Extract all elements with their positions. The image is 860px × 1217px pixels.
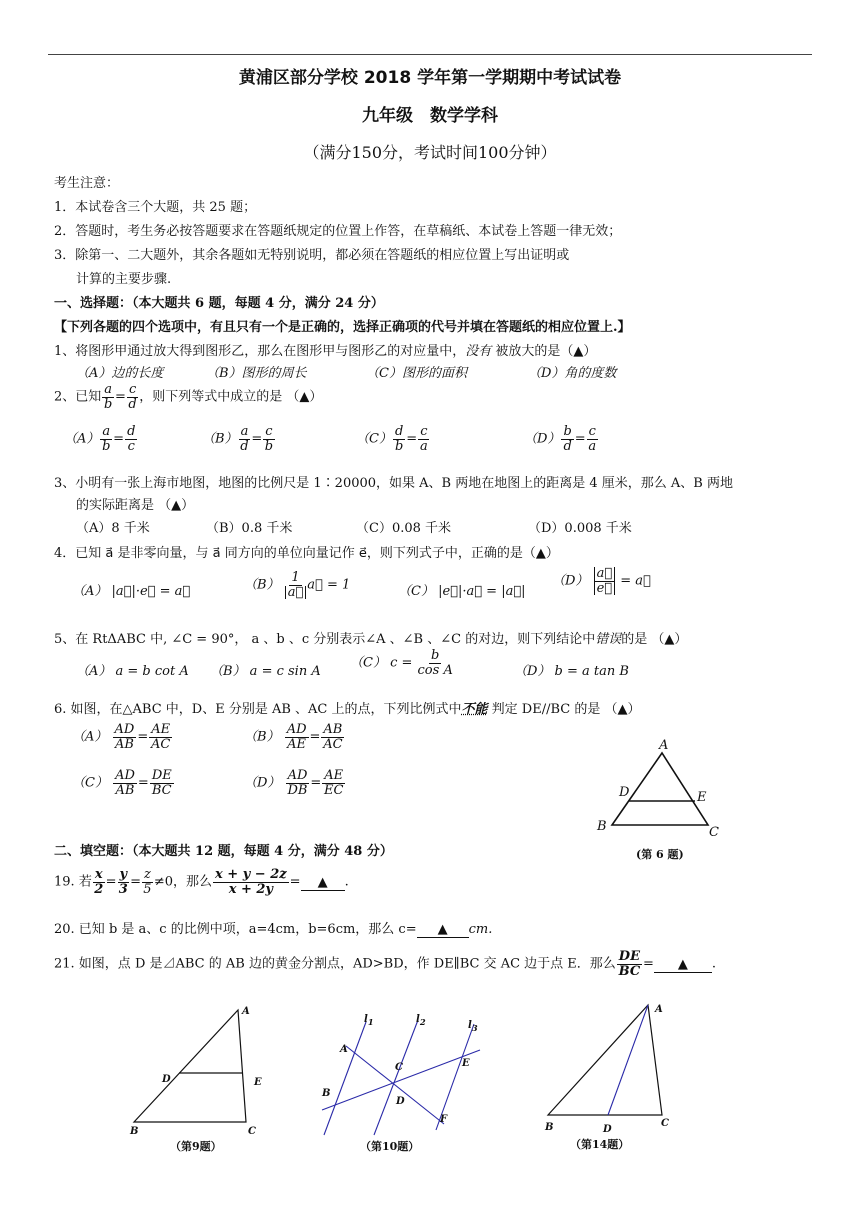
fig6-label-a: A <box>659 738 669 753</box>
fig14-label-b: B <box>545 1122 554 1133</box>
fig10-label-l1: $l_1$ <box>364 1014 374 1027</box>
q2-stem: 2、已知 $\frac{a}{b}$ = $\frac{c}{d}$ ，则下列等式中成立的是 （▲） <box>54 382 323 412</box>
q1-option-a: （A）边的长度 <box>76 366 164 381</box>
exam-title: 黄浦区部分学校 2018 学年第一学期期中考试试卷 <box>238 68 622 88</box>
fig10-label-l2: $l_2$ <box>416 1014 426 1027</box>
fig10-label-d: D <box>396 1096 405 1107</box>
fig9-label-c: C <box>248 1126 256 1137</box>
fig10-line-l2 <box>374 1020 418 1135</box>
q1-option-d: （D）角的度数 <box>528 366 617 381</box>
fig6-caption: (第 6 题) <box>636 848 684 861</box>
notice-item-1: 1．本试卷含三个大题，共 25 题； <box>54 200 257 215</box>
fig9-label-e: E <box>254 1077 262 1088</box>
q4-stem: 4．已知 a⃗ 是非零向量，与 a⃗ 同方向的单位向量记作 e⃗，则下列式子中，正确的是（▲） <box>54 546 559 561</box>
exam-subtitle: 九年级 数学学科 <box>362 106 498 126</box>
q3-stem-line1: 3、小明有一张上海市地图，地图的比例尺是 1∶20000，如果 A、B 两地在地图上的距离是 4 厘米，那么 A、B 两地 <box>54 476 733 491</box>
fig10-caption: （第10题） <box>360 1140 420 1153</box>
q5-stem: 5、在 RtΔABC 中, ∠C = 90°， a 、b 、c 分别表示∠A 、∠B 、∠C 的对边，则下列结论中错误的是 （▲） <box>54 632 688 647</box>
q6-option-c: （C） $\frac{AD}{AB}$ = $\frac{DE}{BC}$ <box>72 768 172 798</box>
q4-option-c: （C） |e⃗|·a⃗ = |a⃗| <box>398 584 526 599</box>
q2-option-b: （B） $\frac{a}{d}$ = $\frac{c}{b}$ <box>202 424 274 454</box>
fig10-label-l3: $l_3$ <box>468 1020 478 1033</box>
q2-option-c: （C） $\frac{d}{b}$ = $\frac{c}{a}$ <box>356 424 428 454</box>
fig6-label-e: E <box>697 790 707 805</box>
q4-option-d: （D） $\frac{a⃗}{e⃗}$ = a⃗ <box>552 566 651 596</box>
q1-stem: 1、将图形甲通过放大得到图形乙，那么在图形甲与图形乙的对应量中，没有 被放大的是（▲） <box>54 344 597 359</box>
q4-option-a: （A） |a⃗|·e⃗ = a⃗ <box>72 584 191 599</box>
q5-option-d: （D） b = a tan B <box>514 664 629 679</box>
q4-option-b: （B） $\frac{1}{a⃗}$ a⃗ = 1 <box>244 570 351 600</box>
q2-option-d: （D） $\frac{b}{d}$ = $\frac{c}{a}$ <box>524 424 597 454</box>
q1-option-b: （B）图形的周长 <box>206 366 307 381</box>
notice-item-2: 2．答题时，考生务必按答题要求在答题纸规定的位置上作答，在草稿纸、本试卷上答题一律无效； <box>54 224 622 239</box>
fig14-label-c: C <box>661 1118 669 1129</box>
q3-stem-line2: 的实际距离是 （▲） <box>76 498 195 513</box>
fig14-label-a: A <box>655 1004 663 1015</box>
fig9-caption: （第9题） <box>170 1140 222 1153</box>
section1-instruction: 【下列各题的四个选项中，有且只有一个是正确的，选择正确项的代号并填在答题纸的相应位置上.】 <box>54 320 631 335</box>
fig14-segment-ad <box>608 1005 648 1115</box>
fig9-triangle <box>134 1010 246 1122</box>
q20: 20. 已知 b 是 a、c 的比例中项，a=4cm，b=6cm，那么 c= ▲ cm. <box>54 922 493 937</box>
fig6-label-d: D <box>619 785 630 800</box>
q6-option-b: （B） $\frac{AD}{AE}$ = $\frac{AB}{AC}$ <box>244 722 343 752</box>
q5-option-a: （A） a = b cot A <box>76 664 189 679</box>
fig9-label-d: D <box>162 1074 171 1085</box>
notice-item-3-cont: 计算的主要步骤. <box>76 272 172 287</box>
q5-option-c: （C） c = $\frac{b}{\text{cos A}}$ <box>350 648 453 678</box>
fig14-caption: （第14题） <box>570 1138 630 1151</box>
fig10-label-f: F <box>440 1114 448 1125</box>
q6-option-d: （D） $\frac{AD}{DB}$ = $\frac{AE}{EC}$ <box>244 768 344 798</box>
figure-q9 <box>120 1000 280 1140</box>
fig10-label-b: B <box>322 1088 331 1099</box>
q6-option-a: （A） $\frac{AD}{AB}$ = $\frac{AE}{AC}$ <box>72 722 171 752</box>
fig14-label-d: D <box>603 1124 612 1135</box>
notice-item-3: 3．除第一、二大题外，其余各题如无特别说明，都必须在答题纸的相应位置上写出证明或 <box>54 248 570 263</box>
notice-heading: 考生注意： <box>54 176 120 191</box>
q19: 19. 若 $\frac{x}{2}$ = $\frac{y}{3}$ = $\frac{z}{5}$ ≠0，那么 $\frac{x + y - 2z}{x + 2y}$ = ▲ . <box>54 867 349 897</box>
q3-option-b: （B）0.8 千米 <box>206 521 293 536</box>
q1-option-c: （C）图形的面积 <box>366 366 467 381</box>
q3-option-a: （A）8 千米 <box>76 521 150 536</box>
fig10-label-e: E <box>462 1058 470 1069</box>
q6-stem: 6. 如图，在△ABC 中，D、E 分别是 AB 、AC 上的点，下列比例式中不能 判定 DE//BC 的是 （▲） <box>54 702 641 717</box>
q5-option-b: （B） a = c sin A <box>210 664 321 679</box>
fig10-line-l1 <box>324 1022 366 1135</box>
fig6-label-b: B <box>597 819 607 834</box>
q2-option-a: （A） $\frac{a}{b}$ = $\frac{d}{c}$ <box>64 424 136 454</box>
fig14-triangle <box>548 1005 662 1115</box>
figure-q10 <box>310 1010 510 1140</box>
section1-heading: 一、选择题：（本大题共 6 题，每题 4 分，满分 24 分） <box>54 296 384 311</box>
q3-option-c: （C）0.08 千米 <box>356 521 452 536</box>
section2-heading: 二、填空题：（本大题共 12 题，每题 4 分，满分 48 分） <box>54 844 393 859</box>
top-rule <box>48 54 812 55</box>
fig9-label-a: A <box>242 1006 250 1017</box>
fig10-label-c: C <box>395 1062 403 1073</box>
exam-score-time: （满分150分，考试时间100分钟） <box>303 143 557 162</box>
fig10-label-a: A <box>340 1044 348 1055</box>
q21: 21. 如图，点 D 是⊿ABC 的 AB 边的黄金分割点，AD>BD，作 DE∥BC 交 AC 边于点 E．那么 $\frac{DE}{BC}$ = ▲ . <box>54 949 717 979</box>
fig10-line-acdf <box>346 1046 444 1124</box>
fig9-label-b: B <box>130 1126 139 1137</box>
fig6-label-c: C <box>709 825 719 840</box>
q3-option-d: （D）0.008 千米 <box>528 521 632 536</box>
